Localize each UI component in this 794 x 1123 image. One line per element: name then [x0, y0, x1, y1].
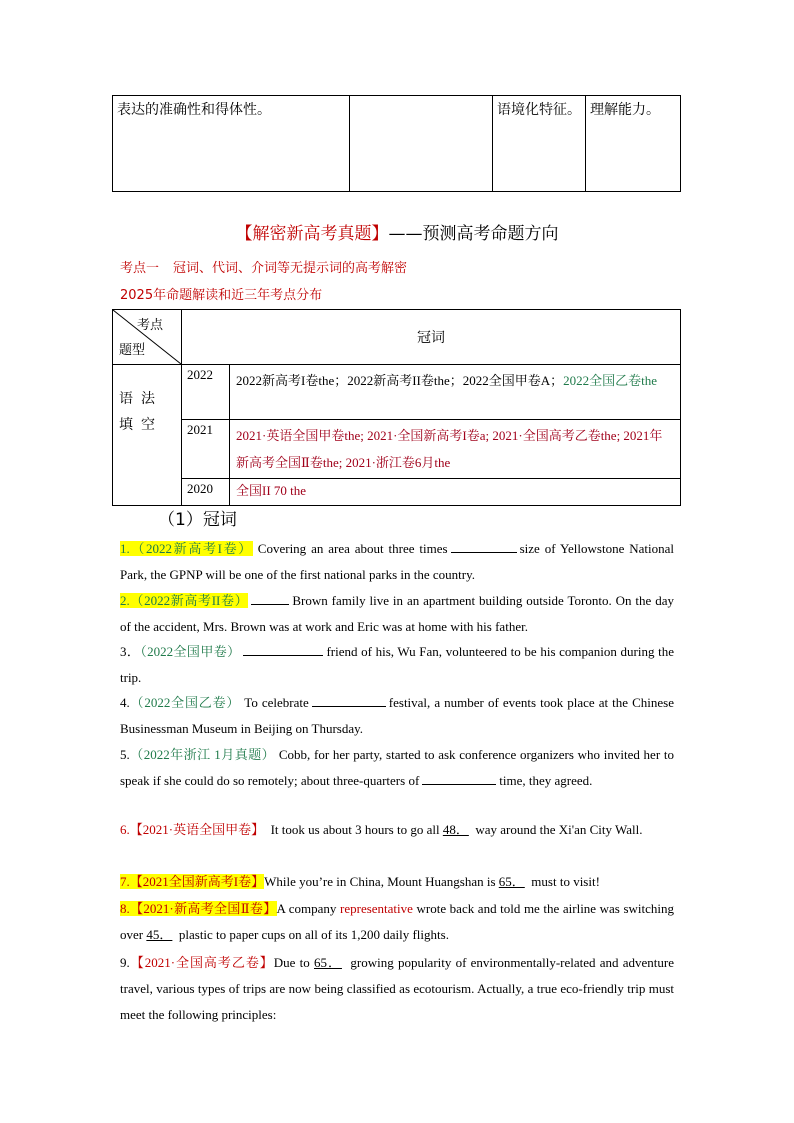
title-rest: ——预测高考命题方向: [388, 224, 559, 244]
question-6: 6.【2021·英语全国甲卷】 It took us about 3 hours to go all 48． way around the Xi'an City Wall.: [120, 822, 643, 837]
content-cell-2022: 2022新高考I卷the；2022新高考II卷the；2022全国甲卷A；2022全国乙卷the: [230, 365, 681, 420]
question-5: 5.（2022年浙江 1月真题） Cobb, for her party, started to ask conference organizers who invited her to speak if she could do so remotely; about three-quarters of time, they agreed.: [120, 747, 674, 788]
diag-bottom-label: 题型: [119, 343, 146, 358]
title-bracket-left: 【: [235, 224, 253, 244]
content-cell-2020: 全国II 70 the: [230, 479, 681, 506]
question-8: 8.【2021·新高考全国Ⅱ卷】A company representative wrote back and told me the airline was switching over 45． plastic to paper cups on all of its 1,200 daily flights.: [120, 901, 674, 942]
year-cell: 2020: [182, 479, 230, 506]
question-7: 7.【2021全国新高考I卷】While you’re in China, Mount Huangshan is 65． must to visit!: [120, 874, 600, 889]
diagonal-header-cell: [113, 310, 182, 365]
question-2: 2.（2022新高考II卷） Brown family live in an apartment building outside Toronto. On the day of the accident, Mrs. Brown was at work and Eric was at home with his father.: [120, 588, 674, 640]
content-cell-2021: 2021·英语全国甲卷the; 2021·全国新高考I卷a; 2021·全国高考乙卷the; 2021年新高考全国Ⅱ卷the; 2021·浙江卷6月the: [230, 420, 681, 479]
year-cell: 2022: [182, 365, 230, 420]
category-cell: 语法填空: [113, 365, 182, 506]
top-cell-4: 理解能力。: [586, 96, 681, 192]
answer-blank[interactable]: [243, 641, 323, 656]
kaodian-label: 考点一: [120, 261, 160, 276]
answer-blank[interactable]: 65．: [498, 874, 525, 889]
kaodian-line: [120, 257, 407, 276]
question-9: 9.【2021·全国高考乙卷】Due to 65． growing popularity of environmentally-related and adventure travel, various types of trips are now being classified as ecotourism. Actually, a true eco-friendly trip must meet the following principles:: [120, 955, 674, 1022]
answer-blank[interactable]: [312, 692, 386, 707]
distribution-table: [112, 309, 681, 506]
top-cell-1: 表达的准确性和得体性。: [113, 96, 350, 192]
question-1: 1.（2022新高考I卷） Covering an area about three times size of Yellowstone National Park, the GPNP will be one of the first national parks in the country.: [120, 536, 674, 588]
answer-blank[interactable]: 45．: [146, 927, 173, 942]
year-cell: 2021: [182, 420, 230, 479]
answer-blank[interactable]: 65．: [314, 955, 342, 970]
dist-heading: 2025年命题解读和近三年考点分布: [120, 288, 323, 303]
diag-top-label: 考点: [136, 318, 163, 333]
answer-blank[interactable]: [422, 770, 496, 785]
subsection-heading: （1）冠词: [158, 510, 237, 530]
column-header: 冠词: [182, 310, 681, 365]
answer-blank[interactable]: [451, 538, 517, 553]
top-cell-2: [350, 96, 493, 192]
answer-blank[interactable]: [251, 590, 289, 605]
kaodian-text: 冠词、代词、介词等无提示词的高考解密: [173, 261, 408, 276]
question-4: 4.（2022全国乙卷） To celebrate festival, a number of events took place at the Chinese Businessman Museum in Beijing on Thursday.: [120, 690, 674, 742]
title-bracket-right: 】: [371, 224, 389, 244]
question-3: 3．（2022全国甲卷） friend of his, Wu Fan, volunteered to be his companion during the trip.: [120, 639, 674, 691]
answer-blank[interactable]: 48．: [442, 822, 469, 837]
section-title: [0, 219, 794, 244]
top-cell-3: 语境化特征。: [493, 96, 586, 192]
top-table: [112, 95, 681, 192]
title-main: 解密新高考真题: [252, 224, 372, 244]
